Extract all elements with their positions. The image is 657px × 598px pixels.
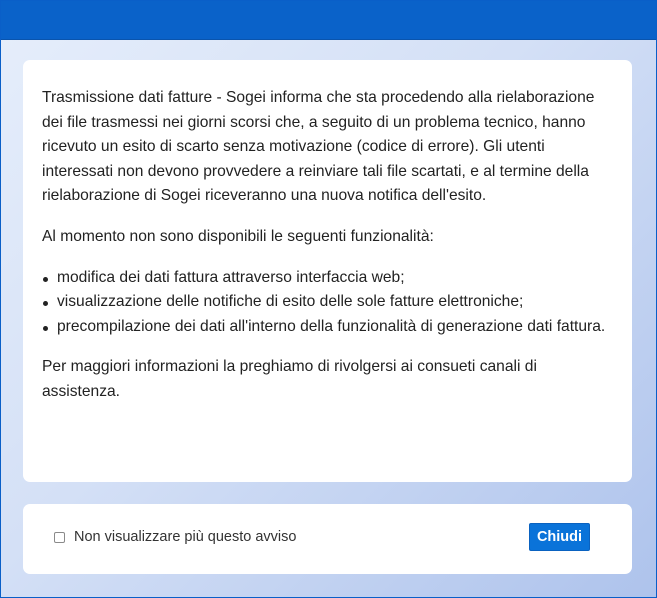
message-paragraph-3: Per maggiori informazioni la preghiamo di rivolgersi ai consueti canali di assistenza. — [42, 358, 537, 400]
close-button[interactable]: Chiudi — [529, 523, 590, 551]
dont-show-again-option[interactable] — [54, 529, 296, 545]
list-item: modifica dei dati fattura attraverso interfaccia web; — [42, 266, 608, 291]
dont-show-again-checkbox[interactable] — [54, 532, 65, 543]
dialog-footer — [23, 504, 632, 574]
dialog-title-bar[interactable] — [1, 1, 656, 40]
unavailable-features-list — [42, 266, 608, 340]
message-panel — [23, 60, 632, 482]
list-item: precompilazione dei dati all'interno della funzionalità di generazione dati fattura. — [42, 315, 608, 340]
message-paragraph-1: Trasmissione dati fatture - Sogei informa che sta procedendo alla rielaborazione dei file trasmessi nei giorni scorsi che, a seguito di un problema tecnico, hanno ricevuto un esito di scarto senza motivazione (codice di errore). Gli utenti interessati non devono provvedere a reinviare tali file scartati, e al termine della rielaborazione di Sogei riceveranno una nuova notifica dell'esito. — [42, 89, 595, 205]
list-item: visualizzazione delle notifiche di esito delle sole fatture elettroniche; — [42, 290, 608, 315]
dont-show-again-label[interactable]: Non visualizzare più questo avviso — [74, 529, 297, 545]
message-paragraph-2: Al momento non sono disponibili le seguenti funzionalità: — [42, 227, 434, 245]
